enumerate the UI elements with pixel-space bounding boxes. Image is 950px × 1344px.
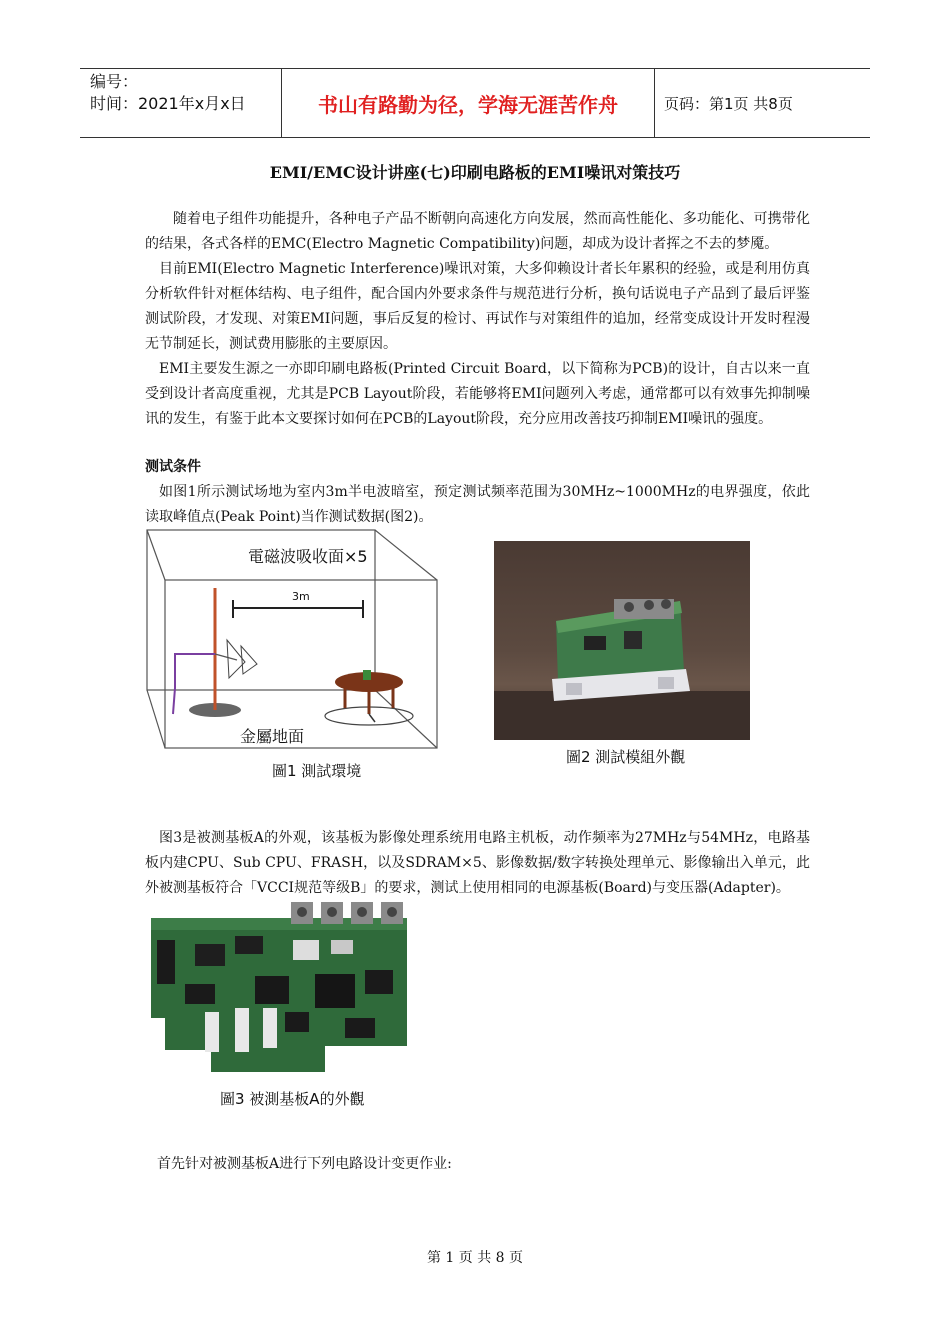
figure2-caption: 圖2 測試模組外觀 [566, 748, 686, 766]
header-page-label: 页码：第1页 共8页 [664, 95, 793, 113]
board-a-photo [145, 900, 413, 1082]
absorber-label: 電磁波吸收面×5 [248, 547, 368, 566]
header-divider [654, 69, 655, 137]
paragraph-design-changes: 首先针对被测基板A进行下列电路设计变更作业: [157, 1156, 452, 1172]
paragraph-pcb: EMI主要发生源之一亦即印刷电路板(Printed Circuit Board，以下简称为PCB)的设计，自古以来一直受到设计者高度重视，尤其是PCB Layout阶段，若能够将EMI问题列入考虑，通常都可以有效事先抑制噪讯的发生，有鉴于此本文要探讨如何在PCB的Layout阶段，充分应用改善技巧抑制EMI噪讯的强度。 [145, 361, 810, 427]
time-label: 时间：2021年x月x日 [90, 94, 246, 113]
board-a-illustration [145, 900, 413, 1082]
header-meta [90, 71, 246, 115]
figure1-caption: 圖1 測試環境 [272, 762, 362, 780]
header-table [80, 68, 870, 138]
paragraph-emi-status: 目前EMI(Electro Magnetic Interference)噪讯对策，大多仰赖设计者长年累积的经验，或是利用仿真分析软件针对框体结构、电子组件，配合国内外要求条件与规范进行分析，换句话说电子产品到了最后评鉴测试阶段，才发现、对策EMI问题，事后反复的检讨、再试作与对策组件的追加，经常变成设计开发时程漫无节制延长，测试费用膨胀的主要原因。 [145, 261, 810, 352]
section-heading: 测试条件 [145, 459, 201, 475]
test-module-illustration [494, 541, 750, 740]
document-title: EMI/EMC设计讲座(七)印刷电路板的EMI噪讯对策技巧 [269, 163, 681, 182]
floor-label: 金屬地面 [240, 727, 305, 746]
header-motto: 书山有路勤为径，学海无涯苦作舟 [318, 93, 618, 117]
test-module-photo [494, 541, 750, 740]
distance-label: 3m [292, 590, 310, 603]
page-footer: 第 1 页 共 8 页 [426, 1250, 524, 1266]
number-label: 编号： [90, 72, 139, 91]
figure3-caption: 圖3 被測基板A的外觀 [220, 1090, 365, 1108]
paragraph-intro: 随着电子组件功能提升，各种电子产品不断朝向高速化方向发展，然而高性能化、多功能化、可携带化的结果，各式各样的EMC(Electro Magnetic Compatibility)问题，却成为设计者挥之不去的梦魇。 [145, 211, 810, 252]
paragraph-board-a: 图3是被测基板A的外观，该基板为影像处理系统用电路主机板，动作频率为27MHz与54MHz，电路基板内建CPU、Sub CPU、FRASH，以及SDRAM×5、影像数据/数字转换处理单元、影像输出入单元，此外被测基板符合「VCCI规范等级B」的要求，测试上使用相同的电源基板(Board)与变压器(Adapter)。 [145, 830, 810, 896]
paragraph-test-conditions: 如图1所示测试场地为室内3m半电波暗室，预定测试频率范围为30MHz~1000MHz的电界强度，依此读取峰值点(Peak Point)当作测试数据(图2)。 [145, 484, 810, 525]
